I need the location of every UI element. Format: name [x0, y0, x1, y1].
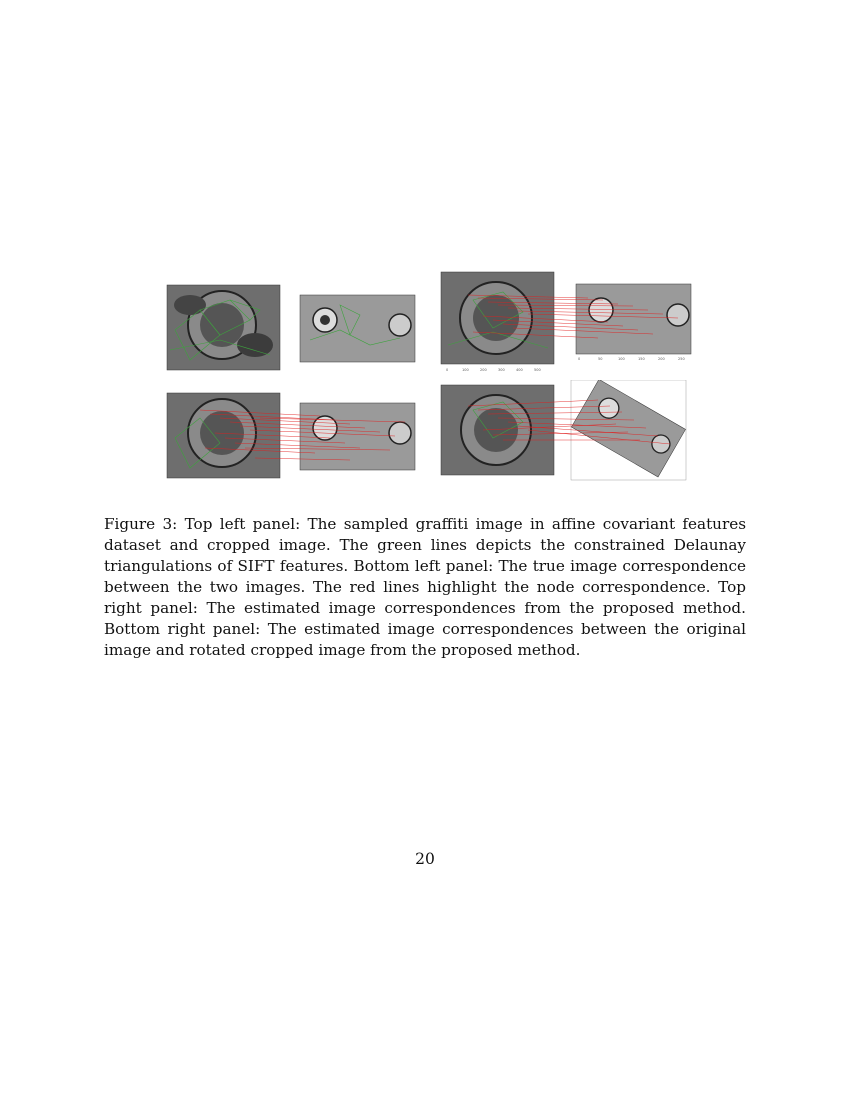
- svg-text:0: 0: [578, 357, 581, 361]
- svg-text:500: 500: [534, 368, 541, 372]
- figure-3: [160, 270, 690, 490]
- panel-bottom-right: [438, 380, 698, 490]
- svg-text:300: 300: [498, 368, 505, 372]
- panel-top-right-graphic: [438, 270, 698, 380]
- svg-text:100: 100: [618, 357, 625, 361]
- figure-caption: [104, 514, 746, 661]
- panel-top-left-graphic: [160, 280, 420, 380]
- panel-top-left: [160, 280, 420, 380]
- svg-text:200: 200: [480, 368, 487, 372]
- svg-text:50: 50: [598, 357, 603, 361]
- svg-text:0: 0: [446, 368, 449, 372]
- svg-text:400: 400: [516, 368, 523, 372]
- page-number: 20: [415, 850, 435, 868]
- panel-bottom-right-graphic: [438, 380, 698, 490]
- svg-text:200: 200: [658, 357, 665, 361]
- panel-bottom-left-graphic: [160, 388, 420, 488]
- svg-text:150: 150: [638, 357, 645, 361]
- panel-bottom-left: [160, 388, 420, 488]
- svg-text:100: 100: [462, 368, 469, 372]
- panel-top-right: [438, 270, 698, 380]
- caption-text: Top left panel: The sampled graffiti image in affine covariant features dataset and cropped image. The green lines depicts the constrained Delaunay triangulations of SIFT features. Bottom left panel: The true image correspondence between the two images. The red lines highlight the node correspondence. Top right panel: The estimated image correspondences from the proposed method. Bottom right panel: The estimated image correspondences between the original image and rotated cropped image from the proposed method.: [104, 515, 746, 659]
- caption-label: Figure 3:: [104, 515, 178, 533]
- svg-text:250: 250: [678, 357, 685, 361]
